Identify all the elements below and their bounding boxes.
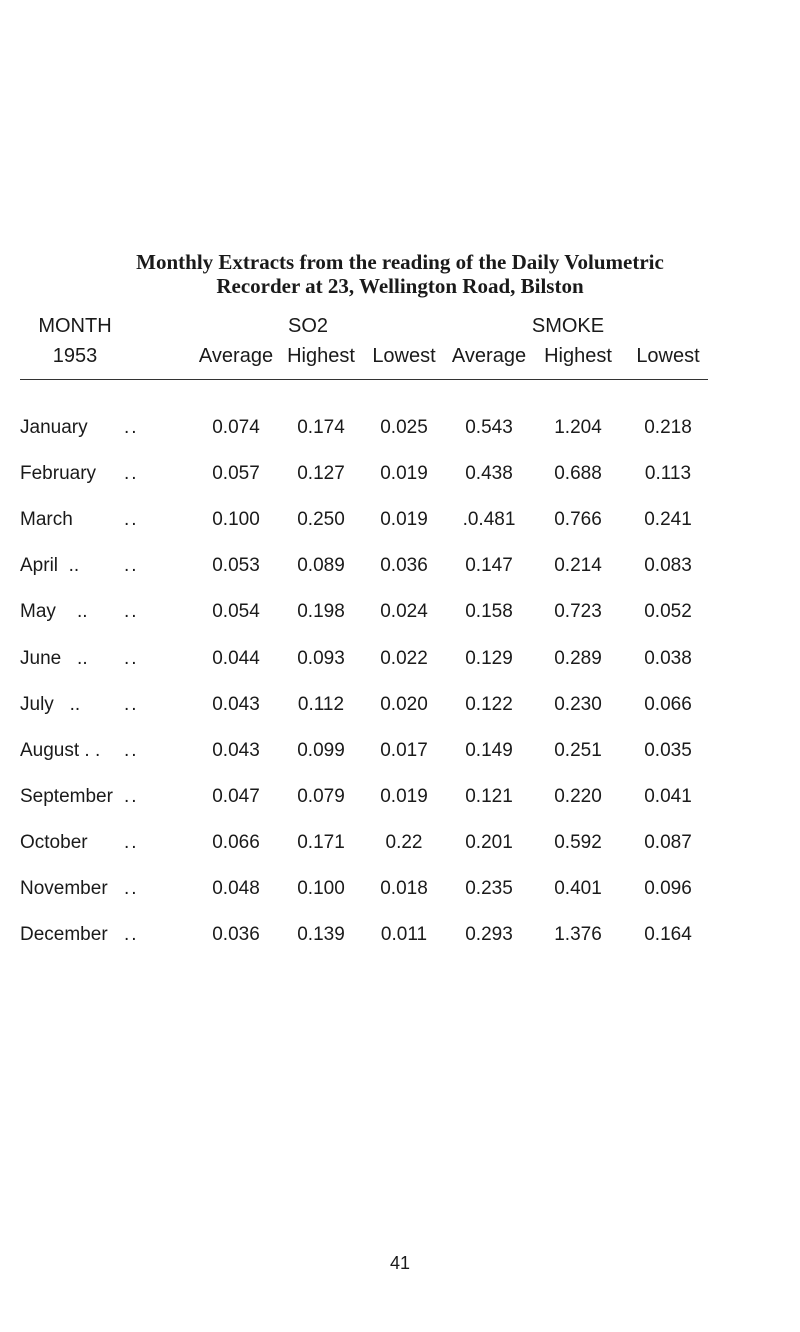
leader-dots: ..	[124, 463, 139, 484]
smoke-average-cell: 0.543	[465, 417, 513, 438]
smoke-highest-cell: 0.230	[554, 694, 602, 715]
smoke-lowest-cell: 0.083	[644, 555, 692, 576]
header-smoke-average: Average	[451, 345, 527, 367]
smoke-lowest-cell: 0.164	[644, 924, 692, 945]
table-row	[0, 507, 800, 537]
smoke-average-cell: .0.481	[462, 509, 516, 530]
document-title-line-2: Recorder at 23, Wellington Road, Bilston	[216, 274, 584, 298]
header-so2-highest: Highest	[287, 345, 355, 367]
table-row	[0, 738, 800, 768]
table-row	[0, 599, 800, 629]
smoke-lowest-cell: 0.066	[644, 694, 692, 715]
table-row	[0, 876, 800, 906]
so2-lowest-cell: 0.025	[380, 417, 428, 438]
smoke-highest-cell: 0.214	[554, 555, 602, 576]
so2-lowest-cell: 0.020	[380, 694, 428, 715]
table-row	[0, 461, 800, 491]
month-cell: December	[20, 924, 108, 945]
so2-average-cell: 0.044	[212, 648, 260, 669]
smoke-lowest-cell: 0.041	[644, 786, 692, 807]
leader-dots: ..	[124, 740, 139, 761]
header-divider	[20, 379, 708, 380]
so2-average-cell: 0.053	[212, 555, 260, 576]
smoke-lowest-cell: 0.096	[644, 878, 692, 899]
smoke-lowest-cell: 0.241	[644, 509, 692, 530]
so2-average-cell: 0.100	[212, 509, 260, 530]
leader-dots: ..	[124, 648, 139, 669]
so2-highest-cell: 0.174	[297, 417, 345, 438]
month-cell: August . .	[20, 740, 101, 761]
so2-highest-cell: 0.100	[297, 878, 345, 899]
table-row	[0, 415, 800, 445]
leader-dots: ..	[124, 601, 139, 622]
so2-highest-cell: 0.198	[297, 601, 345, 622]
leader-dots: ..	[124, 832, 139, 853]
leader-dots: ..	[124, 924, 139, 945]
smoke-highest-cell: 0.289	[554, 648, 602, 669]
smoke-highest-cell: 0.401	[554, 878, 602, 899]
document-title-line-1: Monthly Extracts from the reading of the Daily Volumetric	[136, 250, 664, 274]
so2-average-cell: 0.066	[212, 832, 260, 853]
month-cell: April ..	[20, 555, 80, 576]
smoke-highest-cell: 0.723	[554, 601, 602, 622]
header-so2-lowest: Lowest	[372, 345, 436, 367]
smoke-highest-cell: 0.220	[554, 786, 602, 807]
smoke-average-cell: 0.129	[465, 648, 513, 669]
so2-highest-cell: 0.093	[297, 648, 345, 669]
so2-lowest-cell: 0.019	[380, 463, 428, 484]
smoke-average-cell: 0.235	[465, 878, 513, 899]
so2-average-cell: 0.048	[212, 878, 260, 899]
table-row	[0, 784, 800, 814]
so2-average-cell: 0.036	[212, 924, 260, 945]
leader-dots: ..	[124, 417, 139, 438]
month-cell: July ..	[20, 694, 81, 715]
so2-highest-cell: 0.089	[297, 555, 345, 576]
so2-lowest-cell: 0.018	[380, 878, 428, 899]
month-cell: January	[20, 417, 88, 438]
so2-lowest-cell: 0.022	[380, 648, 428, 669]
so2-average-cell: 0.047	[212, 786, 260, 807]
smoke-highest-cell: 0.592	[554, 832, 602, 853]
smoke-average-cell: 0.438	[465, 463, 513, 484]
table-row	[0, 553, 800, 583]
so2-lowest-cell: 0.019	[380, 786, 428, 807]
smoke-highest-cell: 0.688	[554, 463, 602, 484]
so2-average-cell: 0.057	[212, 463, 260, 484]
page-number: 41	[389, 1253, 411, 1273]
header-year: 1953	[52, 345, 98, 367]
so2-highest-cell: 0.127	[297, 463, 345, 484]
header-smoke: SMOKE	[531, 315, 605, 337]
table-row	[0, 922, 800, 952]
so2-highest-cell: 0.250	[297, 509, 345, 530]
month-cell: February	[20, 463, 97, 484]
header-month: MONTH	[38, 315, 112, 337]
header-smoke-lowest: Lowest	[636, 345, 700, 367]
smoke-average-cell: 0.149	[465, 740, 513, 761]
smoke-lowest-cell: 0.052	[644, 601, 692, 622]
smoke-highest-cell: 0.766	[554, 509, 602, 530]
month-cell: May ..	[20, 601, 88, 622]
header-so2: SO2	[287, 315, 329, 337]
table-row	[0, 646, 800, 676]
month-cell: June ..	[20, 648, 88, 669]
so2-average-cell: 0.074	[212, 417, 260, 438]
so2-average-cell: 0.043	[212, 694, 260, 715]
so2-highest-cell: 0.139	[297, 924, 345, 945]
smoke-average-cell: 0.122	[465, 694, 513, 715]
smoke-lowest-cell: 0.038	[644, 648, 692, 669]
leader-dots: ..	[124, 555, 139, 576]
smoke-lowest-cell: 0.035	[644, 740, 692, 761]
smoke-average-cell: 0.201	[465, 832, 513, 853]
so2-lowest-cell: 0.22	[385, 832, 423, 853]
month-cell: October	[20, 832, 88, 853]
smoke-average-cell: 0.158	[465, 601, 513, 622]
so2-average-cell: 0.054	[212, 601, 260, 622]
so2-highest-cell: 0.112	[297, 694, 345, 715]
header-so2-average: Average	[198, 345, 274, 367]
so2-highest-cell: 0.099	[297, 740, 345, 761]
so2-lowest-cell: 0.017	[380, 740, 428, 761]
smoke-lowest-cell: 0.113	[644, 463, 692, 484]
smoke-average-cell: 0.121	[465, 786, 513, 807]
so2-average-cell: 0.043	[212, 740, 260, 761]
so2-highest-cell: 0.171	[297, 832, 345, 853]
month-cell: March	[20, 509, 73, 530]
so2-lowest-cell: 0.024	[380, 601, 428, 622]
header-smoke-highest: Highest	[544, 345, 612, 367]
smoke-highest-cell: 1.204	[554, 417, 602, 438]
so2-highest-cell: 0.079	[297, 786, 345, 807]
smoke-highest-cell: 0.251	[554, 740, 602, 761]
smoke-average-cell: 0.293	[465, 924, 513, 945]
so2-lowest-cell: 0.036	[380, 555, 428, 576]
leader-dots: ..	[124, 786, 139, 807]
smoke-lowest-cell: 0.218	[644, 417, 692, 438]
smoke-average-cell: 0.147	[465, 555, 513, 576]
table-row	[0, 830, 800, 860]
leader-dots: ..	[124, 694, 139, 715]
month-cell: November	[20, 878, 108, 899]
so2-lowest-cell: 0.011	[380, 924, 428, 945]
table-row	[0, 692, 800, 722]
leader-dots: ..	[124, 878, 139, 899]
month-cell: September	[20, 786, 113, 807]
leader-dots: ..	[124, 509, 139, 530]
smoke-lowest-cell: 0.087	[644, 832, 692, 853]
so2-lowest-cell: 0.019	[380, 509, 428, 530]
smoke-highest-cell: 1.376	[554, 924, 602, 945]
